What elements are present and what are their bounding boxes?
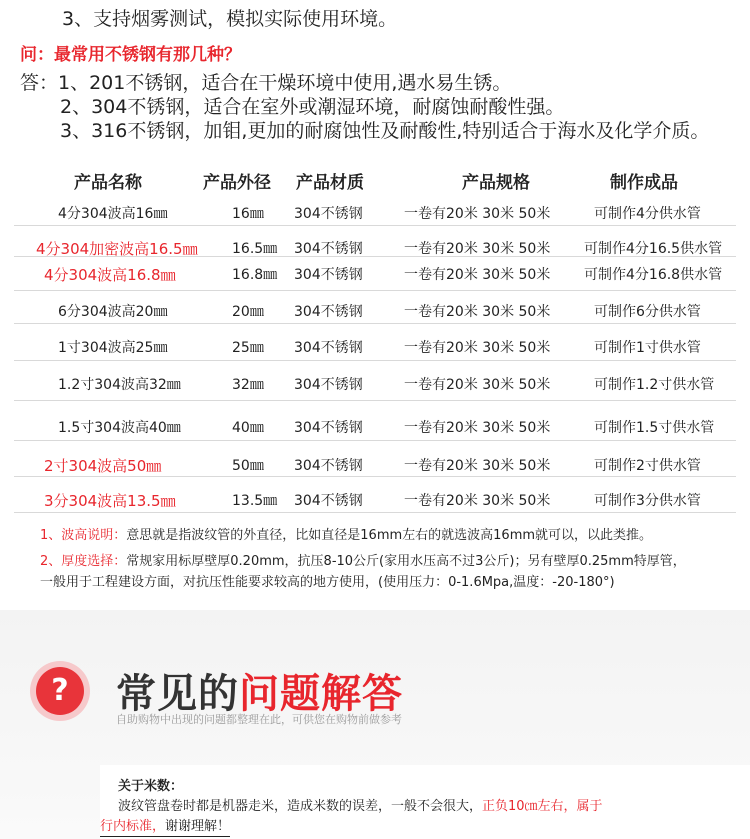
cell-outer-diameter: 16㎜ xyxy=(232,206,264,222)
header-name: 产品名称 xyxy=(74,173,142,193)
note-thickness xyxy=(40,550,686,569)
cell-outer-diameter: 50㎜ xyxy=(232,458,264,474)
cell-spec: 一卷有20米 30米 50米 xyxy=(404,267,551,283)
cell-outer-diameter: 25㎜ xyxy=(232,340,264,356)
cell-material: 304不锈钢 xyxy=(294,267,363,283)
cell-product-name: 3分304波高13.5㎜ xyxy=(44,492,176,510)
cell-spec: 一卷有20米 30米 50米 xyxy=(404,304,551,320)
table-row xyxy=(14,442,736,477)
table-row xyxy=(14,256,736,291)
note-wave-height-label: 1、波高说明： xyxy=(40,528,127,543)
cell-product-name: 4分304波高16㎜ xyxy=(58,206,168,222)
cell-outer-diameter: 20㎜ xyxy=(232,304,264,320)
cell-finished-product: 可制作4分16.8供水管 xyxy=(584,267,723,283)
faq-subtitle: 自助购物中出现的问题都整理在此，可供您在购物前做参考 xyxy=(116,713,402,726)
intro-item-3: 3、支持烟雾测试，模拟实际使用环境。 xyxy=(62,8,398,30)
cell-outer-diameter: 40㎜ xyxy=(232,420,264,436)
faq-title-part2: 问题解答 xyxy=(239,671,403,717)
faq-title-part1: 常见的 xyxy=(116,671,239,717)
cell-spec: 一卷有20米 30米 50米 xyxy=(404,241,551,257)
cell-product-name: 6分304波高20㎜ xyxy=(58,304,168,320)
cell-material: 304不锈钢 xyxy=(294,304,363,320)
cell-spec: 一卷有20米 30米 50米 xyxy=(404,458,551,474)
cell-material: 304不锈钢 xyxy=(294,377,363,393)
table-row xyxy=(14,366,736,401)
cell-finished-product: 可制作2寸供水管 xyxy=(594,458,701,474)
faq-card xyxy=(100,765,750,839)
cell-spec: 一卷有20米 30米 50米 xyxy=(404,420,551,436)
cell-finished-product: 可制作1.5寸供水管 xyxy=(594,420,715,436)
header-od: 产品外径 xyxy=(203,173,271,193)
cell-product-name: 1寸304波高25㎜ xyxy=(58,340,168,356)
cell-material: 304不锈钢 xyxy=(294,241,363,257)
table-row xyxy=(14,289,736,324)
cell-product-name: 1.5寸304波高40㎜ xyxy=(58,420,181,436)
note-thickness-text: 常规家用标厚壁厚0.20mm，抗压8-10公斤(家用水压高不过3公斤)；另有壁厚0.25mm特厚管， xyxy=(126,554,686,569)
cell-spec: 一卷有20米 30米 50米 xyxy=(404,340,551,356)
cell-outer-diameter: 16.5㎜ xyxy=(232,241,278,257)
cell-product-name: 2寸304波高50㎜ xyxy=(44,457,162,475)
table-row xyxy=(14,222,736,257)
cell-material: 304不锈钢 xyxy=(294,493,363,509)
table-row xyxy=(14,406,736,441)
intro-question: 问：最常用不锈钢有那几种？ xyxy=(20,45,241,65)
cell-finished-product: 可制作1.2寸供水管 xyxy=(594,377,715,393)
cell-outer-diameter: 13.5㎜ xyxy=(232,493,278,509)
intro-answer-2: 2、304不锈钢，适合在室外或潮湿环境，耐腐蚀耐酸性强。 xyxy=(60,96,565,118)
faq-answer-red2: 行内标准， xyxy=(100,819,166,834)
note-thickness-cont: 一般用于工程建设方面，对抗压性能要求较高的地方使用，(使用压力：0-1.6Mpa,温度：-20-180°) xyxy=(40,575,615,590)
cell-finished-product: 可制作3分供水管 xyxy=(594,493,701,509)
cell-finished-product: 可制作4分供水管 xyxy=(594,206,701,222)
cell-product-name: 4分304加密波高16.5㎜ xyxy=(36,240,198,258)
cell-spec: 一卷有20米 30米 50米 xyxy=(404,493,551,509)
table-row xyxy=(14,478,736,513)
header-product: 制作成品 xyxy=(610,173,678,193)
cell-material: 304不锈钢 xyxy=(294,458,363,474)
cell-product-name: 4分304波高16.8㎜ xyxy=(44,266,176,284)
header-material: 产品材质 xyxy=(296,173,364,193)
table-row xyxy=(14,191,736,226)
faq-q-label: 关于米数： xyxy=(118,779,184,794)
cell-finished-product: 可制作1寸供水管 xyxy=(594,340,701,356)
table-header xyxy=(0,166,750,194)
header-spec: 产品规格 xyxy=(462,173,530,193)
cell-outer-diameter: 32㎜ xyxy=(232,377,264,393)
cell-spec: 一卷有20米 30米 50米 xyxy=(404,377,551,393)
note-wave-height-text: 意思就是指波纹管的外直径，比如直径是16mm左右的就选波高16mm就可以，以此类推。 xyxy=(126,528,653,543)
note-wave-height xyxy=(40,524,652,543)
faq-answer-line2 xyxy=(100,815,230,837)
faq-answer-suffix: 谢谢理解！ xyxy=(165,819,231,834)
table-row xyxy=(14,326,736,361)
cell-material: 304不锈钢 xyxy=(294,420,363,436)
faq-answer-red1: 正负10㎝左右，属于 xyxy=(482,799,603,814)
intro-answer-1: 答：1、201不锈钢，适合在干燥环境中使用,遇水易生锈。 xyxy=(20,72,512,94)
faq-answer-line1 xyxy=(118,795,603,814)
cell-finished-product: 可制作4分16.5供水管 xyxy=(584,241,723,257)
intro-answer-3: 3、316不锈钢，加钼,更加的耐腐蚀性及耐酸性,特别适合于海水及化学介质。 xyxy=(60,120,710,142)
cell-material: 304不锈钢 xyxy=(294,206,363,222)
faq-answer-prefix: 波纹管盘卷时都是机器走米，造成米数的误差，一般不会很大， xyxy=(118,799,483,814)
cell-spec: 一卷有20米 30米 50米 xyxy=(404,206,551,222)
cell-material: 304不锈钢 xyxy=(294,340,363,356)
cell-finished-product: 可制作6分供水管 xyxy=(594,304,701,320)
question-icon: ? xyxy=(36,667,84,715)
note-thickness-label: 2、厚度选择： xyxy=(40,554,127,569)
cell-outer-diameter: 16.8㎜ xyxy=(232,267,278,283)
cell-product-name: 1.2寸304波高32㎜ xyxy=(58,377,181,393)
